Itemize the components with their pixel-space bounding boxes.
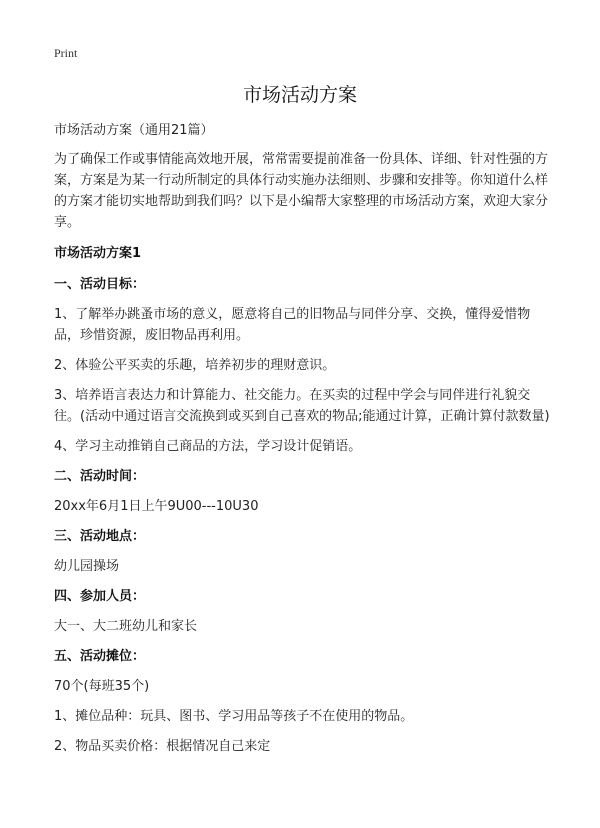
goal-item: 3、培养语言表达力和计算能力、社交能力。在买卖的过程中学会与同伴进行礼貌交往。(活动中通过语言交流换到或买到自己喜欢的物品;能通过计算，正确计算付款数量) xyxy=(54,388,550,424)
time-heading: 二、活动时间： xyxy=(54,469,146,484)
goal-item: 1、了解举办跳蚤市场的意义，愿意将自己的旧物品与同伴分享、交换，懂得爱惜物品，珍惜资源，废旧物品再利用。 xyxy=(54,307,531,343)
section-heading: 市场活动方案1 xyxy=(54,246,142,261)
goal-item: 4、学习主动推销自己商品的方法，学习设计促销语。 xyxy=(54,439,362,454)
place-heading: 三、活动地点： xyxy=(54,529,146,544)
people-value: 大一、大二班幼儿和家长 xyxy=(54,619,198,634)
goal-item: 2、体验公平买卖的乐趣，培养初步的理财意识。 xyxy=(54,358,336,373)
document-title: 市场活动方案 xyxy=(242,84,357,106)
stall-item: 2、物品买卖价格：根据情况自己来定 xyxy=(54,739,271,754)
stall-item: 1、摊位品种：玩具、图书、学习用品等孩子不在使用的物品。 xyxy=(54,709,414,724)
intro-paragraph: 为了确保工作或事情能高效地开展，常常需要提前准备一份具体、详细、针对性强的方案，方案是为某一行动所制定的具体行动实施办法细则、步骤和安排等。你知道什么样的方案才能切实地帮助到我们吗？以下是小编帮大家整理的市场活动方案，欢迎大家分享。 xyxy=(54,152,549,230)
place-value: 幼儿园操场 xyxy=(54,559,120,574)
stall-heading: 五、活动摊位： xyxy=(54,649,146,664)
document-body xyxy=(54,120,554,766)
stall-count: 70个(每班35个) xyxy=(54,679,150,694)
time-value: 20xx年6月1日上午9U00---10U30 xyxy=(54,499,259,514)
document-subtitle: 市场活动方案（通用21篇） xyxy=(54,123,214,138)
print-link[interactable]: Print xyxy=(54,46,78,60)
goal-heading: 一、活动目标： xyxy=(54,277,146,292)
people-heading: 四、参加人员： xyxy=(54,589,146,604)
